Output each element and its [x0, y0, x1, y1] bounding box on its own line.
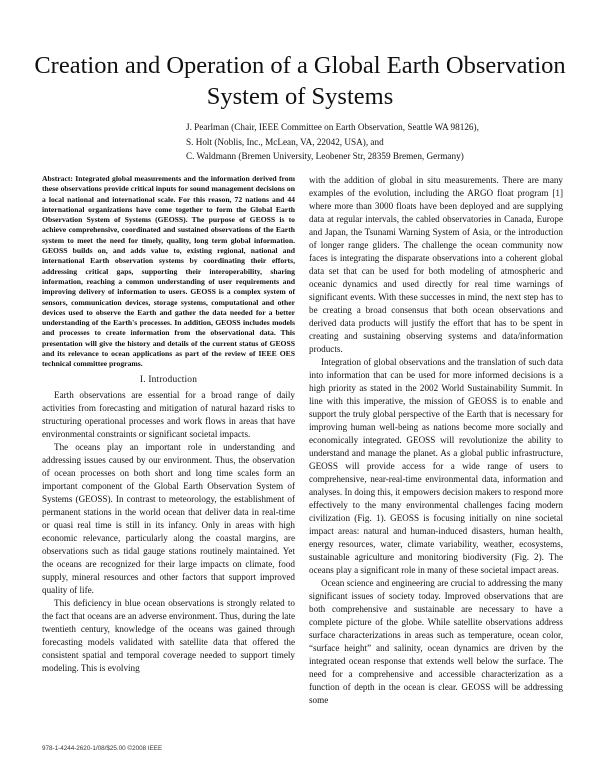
paragraph: Integration of global observations and the translation of such data into information that can be used for more informed decisions is a high priority as stated in the 2002 World Sustainability Summit. In line with this imperative, the mission of GEOSS is to enable and support the truly global perspective of the Earth that is necessary for improving human well-being as nations become more socially and economically integrated. GEOSS will revolutionize the ability to understand and manage the planet. As a global public infrastructure, GEOSS will provide access for a wide range of users to comprehensive, near-real-time environmental data, information and analyses. In doing this, it empowers decision makers to respond more effectively to the many environmental challenges facing modern civilization (Fig. 1). GEOSS is focusing initially on nine societal impact areas: natural and human-induced disasters, human health, energy resources, water, climate variability, weather, ecosystems, sustainable agriculture and monitoring biodiversity (Fig. 2). The oceans play a significant role in many of these societal impact areas.	[309, 357, 563, 575]
paragraph: The oceans play an important role in understanding and addressing issues caused by our environment. Thus, the observation of ocean processes on both short and long time scales form an important component of the Global Earth Observation System of Systems (GEOSS). In contrast to meteorology, the establishment of permanent stations in the world ocean that deliver data in real-time or quasi real time is still in its infancy. Only in areas with high economic relevance, particularly along the coastal margins, are observations such as tidal gauge stations routinely maintained. Yet the oceans are recognized for their large impacts on climate, food supply, mineral resources and other factors that support improved quality of life.	[42, 441, 295, 595]
section-heading: I. Introduction	[139, 374, 198, 385]
paper-title: Creation and Operation of a Global Earth Observation System of Systems	[34, 52, 566, 110]
left-column	[42, 174, 295, 675]
paragraph: Ocean science and engineering are crucial to addressing the many significant issues of society today. Improved observations that are both comprehensive and sustainable are necessary to have a complete picture of the globe. While satellite observations address surface characterizations in areas such as temperature, ocean color, “surface height” and salinity, ocean dynamics are driven by the integrated ocean response that extends well below the surface. The need for a comprehensive and accessible characterization as a function of depth in the ocean is clear. GEOSS will be addressing some	[309, 578, 563, 705]
paragraph: Earth observations are essential for a broad range of daily activities from forecasting and mitigation of natural hazard risks to structuring operational processes and work flows in areas that have environmental constraints or significant societal impacts.	[42, 389, 295, 439]
author-list	[186, 120, 566, 164]
copyright-footer: 978-1-4244-2620-1/08/$25.00 ©2008 IEEE	[42, 745, 163, 752]
abstract: Abstract: Integrated global measurements and the information derived from these observations provide critical inputs for sound management decisions on a local national and international scale. For this reason, 72 nations and 44 international organizations have come together to form the Global Earth Observation System of Systems (GEOSS). The purpose of GEOSS is to achieve comprehensive, coordinated and sustained observations of the Earth system to meet the need for timely, quality, long term global information. GEOSS builds on, and adds value to, existing regional, national and international Earth observation systems by coordinating their efforts, addressing critical gaps, supporting their interoperability, sharing information, reaching a common understanding of user requirements and improving delivery of information to users. GEOSS is a complex system of sensors, communication devices, storage systems, computational and other devices used to observe the Earth and gather the data needed for a better understanding of the Earth's processes. In addition, GEOSS includes models and processes to create information from the observational data. This presentation will give the history and details of the current status of GEOSS and its relevance to ocean applications as part of the review of IEEE OES technical committee programs.	[42, 174, 295, 369]
paragraph: This deficiency in blue ocean observations is strongly related to the fact that oceans are an adverse environment. Thus, during the late twentieth century, knowledge of the oceans was gained through forecasting models validated with satellite data that offered the consistent spatial and temporal coverage needed to support timely modeling. This is evolving	[42, 597, 295, 673]
paragraph: with the addition of global in situ measurements. There are many examples of the evolution, including the ARGO float program [1] where more than 3000 floats have been deployed and are supplying data at regular intervals, the cabled observatories in Canada, Europe and Japan, the Tsunami Warning System of Asia, or the introduction of longer range gliders. The challenge the ocean community now faces is integrating the disparate observations into a coherent global data set that can be used for both modeling of atmospheric and oceanic dynamics and used directly for real time warnings of significant events. With these successes in mind, the next step has to be creating a broad consensus that both ocean observations and derived data products will justify the effort that has to be spent in creating and sustaining observing systems and data/information products.	[309, 175, 563, 354]
author-line: J. Pearlman (Chair, IEEE Committee on Earth Observation, Seattle WA 98126),	[186, 122, 479, 132]
author-line: C. Waldmann (Bremen University, Leobener Str, 28359 Bremen, Germany)	[186, 151, 464, 161]
right-column	[309, 174, 563, 707]
author-line: S. Holt (Noblis, Inc., McLean, VA, 22042, USA), and	[186, 136, 384, 147]
